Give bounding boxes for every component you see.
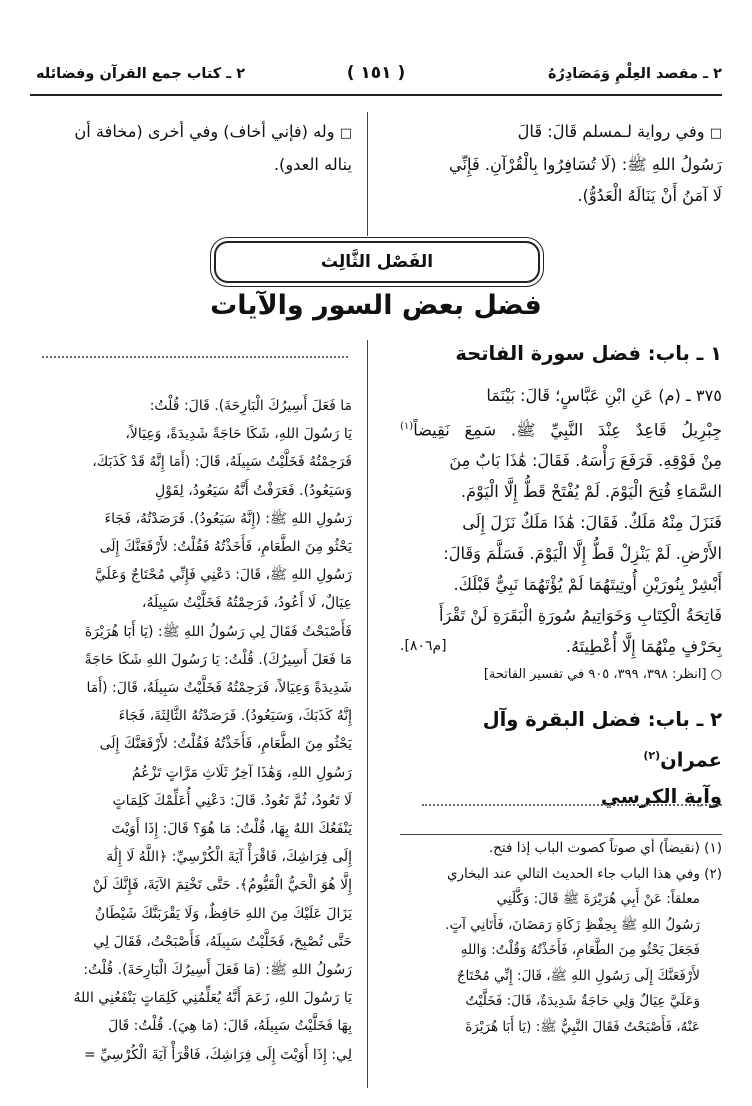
hadith-375 — [400, 380, 722, 662]
text-line: رَسُولِ اللهِ، وَهَٰذَا آخِرُ ثَلَاثِ مَرَّاتٍ تَزْعُمُ — [131, 764, 352, 781]
text-line: وآية الكرسي — [600, 784, 722, 808]
text-line: يَا رَسُولَ اللهِ، شَكَا حَاجَةً شَدِيدَةً، وَعِيَالاً، — [125, 426, 352, 443]
left-column-text — [40, 392, 352, 1069]
text-line: بِهَا فَخَلَّيْتُ سَبِيلَهُ، قَالَ: (مَا هِيَ). قُلْتُ: قَالَ — [108, 1018, 352, 1035]
text-line: السَّمَاءِ فُتِحَ الْيَوْمَ. لَمْ يُفْتَحْ قَطُّ إِلَّا الْيَوْمَ. — [460, 482, 722, 502]
header-book-title: ٢ ـ كتاب جمع القرآن وفضائله — [36, 66, 246, 82]
text-line: وَسَيَعُودُ). فَعَرَفْتُ أَنَّهُ سَيَعُودُ، لِقَوْلِ — [155, 482, 352, 499]
square-bullet-icon: □ — [709, 126, 722, 141]
dotted-separator — [42, 356, 348, 358]
hadith-reference: [م٨٠٦]. — [400, 638, 447, 655]
page-number: ( ١٥١ ) — [346, 63, 406, 83]
footnote-1: (١) (نقيضاً) أي صوتاً كصوت الباب إذا فتح. — [488, 840, 722, 856]
text-line: الأَرْضِ. لَمْ يَنْزِلْ قَطُّ إِلَّا الْيَوْمَ. فَسَلَّمَ وَقَالَ: — [443, 544, 722, 564]
header-rule — [30, 94, 722, 96]
text-line: يَنْفَعُكَ اللهُ بِهَا، قُلْتُ: مَا هُوَ؟ قَالَ: إِذَا أَوَيْتَ — [111, 821, 352, 838]
bab2-heading — [400, 702, 722, 815]
text-line: إِنَّهُ كَذَبَكَ، وَسَيَعُودُ). فَرَصَدْتُهُ الثَّالِثَةَ، فَجَاءَ — [118, 708, 352, 725]
text-line: معلقاً: عَنْ أَبِي هُرَيْرَةَ ﷺ قَالَ: وَكَّلَنِي — [496, 891, 700, 907]
text-line: فَأَصْبَحْتُ فَقَالَ لِي رَسُولُ اللهِ ﷺ: (يَا أَبَا هُرَيْرَةَ — [84, 623, 352, 640]
text-line: رَسُولِ اللهِ ﷺ: (إِنَّهُ سَيَعُودُ). فَرَصَدْتُهُ، فَجَاءَ — [104, 510, 352, 527]
footnote-marker: (٢) — [643, 749, 661, 762]
text-line: مَا فَعَلَ أَسِيرُكَ). قُلْتُ: يَا رَسُولَ اللهِ شَكَا حَاجَةً — [84, 651, 352, 668]
text-line: مَا فَعَلَ أَسِيرُكَ الْبَارِحَةَ). قَالَ: قُلْتُ: — [149, 398, 352, 414]
top-right-paragraph — [400, 116, 722, 211]
text-line: رَسُولُ اللهِ ﷺ بِحِفْظِ زَكَاةِ رَمَضَانَ، فَأَتَانِي آتٍ. — [445, 916, 700, 933]
text-line: مِنْ فَوْقِهِ. فَرَفَعَ رَأْسَهُ. فَقَالَ: هَٰذَا بَابٌ مِنَ — [449, 451, 722, 471]
main-title: فضل بعض السور والآيات — [210, 290, 542, 321]
text-line: عَنْهُ، فَأَصْبَحْتُ فَقَالَ النَّبِيُّ ﷺ: (يَا أَبَا هُرَيْرَةَ — [465, 1018, 700, 1035]
footnotes — [400, 836, 722, 1040]
body-column-divider — [367, 340, 368, 1088]
text-line: رَسُولِ اللهِ ﷺ، قَالَ: دَعْنِي فَإِنِّي مُحْتَاجٌ وَعَلَيَّ — [94, 567, 352, 584]
text-line: حَتَّى تُصْبِحَ، فَخَلَّيْتُ سَبِيلَهُ، فَأَصْبَحْتُ، فَقَالَ لِي — [93, 933, 352, 950]
text-line: وله (فإني أخاف) وفي أخرى (مخافة أن — [74, 122, 335, 141]
text-line: جِبْرِيلُ قَاعِدٌ عِنْدَ النَّبِيِّ ﷺ. سَمِعَ نَقِيضاً — [413, 420, 722, 440]
section-heading-box: الفَصْل الثَّالِث — [214, 241, 540, 283]
top-left-paragraph — [40, 116, 352, 180]
cross-reference: ○ [انظر: ٣٩٨، ٣٩٩، ٩٠٥ في تفسير الفاتحة] — [483, 667, 722, 682]
footnote-marker: (١) — [400, 421, 414, 432]
header-section-title: ٢ ـ مقصد العِلْمِ وَمَصَادِرُهُ — [547, 66, 722, 82]
text-line: شَدِيدَةً وَعِيَالاً، فَرَحِمْتُهُ فَخَلَّيْتُ سَبِيلَهُ، قَالَ: (أَمَا — [86, 680, 352, 697]
text-line: بِحَرْفٍ مِنْهُمَا إِلَّا أُعْطِيتَهُ. — [565, 637, 722, 657]
text-line: فَاتِحَةُ الْكِتَابِ وَخَوَاتِيمُ سُورَةِ الْبَقَرَةِ لَنْ تَقْرَأَ — [439, 606, 722, 626]
dotted-separator — [422, 804, 722, 806]
text-line: وفي رواية لـمسلم قَالَ: قَالَ — [517, 122, 705, 141]
text-line: ٣٧٥ ـ (م) عَنِ ابْنِ عَبَّاسٍ؛ قَالَ: بَيْنَمَا — [486, 386, 722, 405]
text-line: يناله العدو). — [273, 155, 352, 174]
text-line: لَا تَعُودُ، ثُمَّ تَعُودُ. قَالَ: دَعْنِي أُعَلِّمْكَ كَلِمَاتٍ — [112, 792, 352, 809]
top-column-divider — [367, 112, 368, 236]
square-bullet-icon: □ — [339, 126, 352, 141]
text-line: لَا آمَنُ أَنْ يَنَالَهُ الْعَدُوُّ). — [577, 186, 722, 205]
text-line: وَعَلَيَّ عِيَالٌ وَلِي حَاجَةٌ شَدِيدَةٌ، قَالَ: فَخَلَّيْتُ — [465, 993, 700, 1009]
bab1-heading: ١ ـ باب: فضل سورة الفاتحة — [455, 342, 722, 365]
text-line: (٢) وفي هذا الباب جاء الحديث التالي عند البخاري — [446, 865, 722, 882]
text-line: يَحْثُو مِنَ الطَّعَامِ، فَأَخَذْتُهُ فَقُلْتُ: لأَرْفَعَنَّكَ إِلَى — [99, 539, 352, 556]
text-line: لِي: إِذَا أَوَيْتَ إِلَى فِرَاشِكَ، فَاقْرَأْ آيَةَ الْكُرْسِيِّ = — [83, 1046, 352, 1063]
text-line: عِيَالٌ، لَا أَعُودُ، فَرَحِمْتُهُ فَخَلَّيْتُ سَبِيلَهُ، — [141, 595, 352, 612]
footnote-separator — [400, 834, 722, 835]
text-line: رَسُولُ اللهِ ﷺ: (لَا تُسَافِرُوا بِالْقُرْآنِ. فَإِنِّي — [449, 155, 722, 174]
text-line: لأَرْفَعَنَّكَ إِلَى رَسُولِ اللهِ ﷺ، قَالَ: إِنِّي مُحْتَاجٌ — [456, 967, 700, 984]
text-line: يَزَالَ عَلَيْكَ مِنَ اللهِ حَافِظٌ، وَلَا يَقْرَبَنَّكَ شَيْطَانٌ — [94, 905, 352, 922]
text-line: يَحْثُو مِنَ الطَّعَامِ، فَأَخَذْتُهُ فَقُلْتُ: لأَرْفَعَنَّكَ إِلَى — [99, 736, 352, 753]
text-line: فَرَحِمْتُهُ فَخَلَّيْتُ سَبِيلَهُ، قَالَ: (أَمَا إِنَّهُ قَدْ كَذَبَكَ، — [92, 454, 352, 471]
text-line: رَسُولُ اللهِ ﷺ: (مَا فَعَلَ أَسِيرُكَ الْبَارِحَةَ). قُلْتُ: — [83, 962, 352, 979]
text-line: أَبْشِرْ بِنُورَيْنِ أُوتِيتَهُمَا لَمْ يُؤْتَهُمَا نَبِيٌّ قَبْلَكَ. — [453, 575, 722, 595]
text-line: فَنَزَلَ مِنْهُ مَلَكٌ. فَقَالَ: هَٰذَا مَلَكٌ نَزَلَ إِلَى — [462, 513, 722, 533]
text-line: إِلَّا هُوَ الْحَيُّ الْقَيُّومُ﴾. حَتَّى تَخْتِمَ الآيَةَ، فَإِنَّكَ لَنْ — [92, 877, 352, 894]
text-line: ٢ ـ باب: فضل البقرة وآل عمران — [482, 708, 722, 772]
text-line: يَا رَسُولَ اللهِ، زَعَمَ أَنَّهُ يُعَلِّمُنِي كَلِمَاتٍ يَنْفَعُنِي اللهُ — [73, 990, 352, 1007]
text-line: إِلَى فِرَاشِكَ، فَاقْرَأْ آيَةَ الْكُرْسِيِّ: ﴿اللَّهُ لَا إِلَٰهَ — [106, 849, 352, 866]
text-line: فَجَعَلَ يَحْثُو مِنَ الطَّعَامِ، فَأَخَذْتُهُ وَقُلْتُ: وَاللهِ — [460, 942, 700, 958]
